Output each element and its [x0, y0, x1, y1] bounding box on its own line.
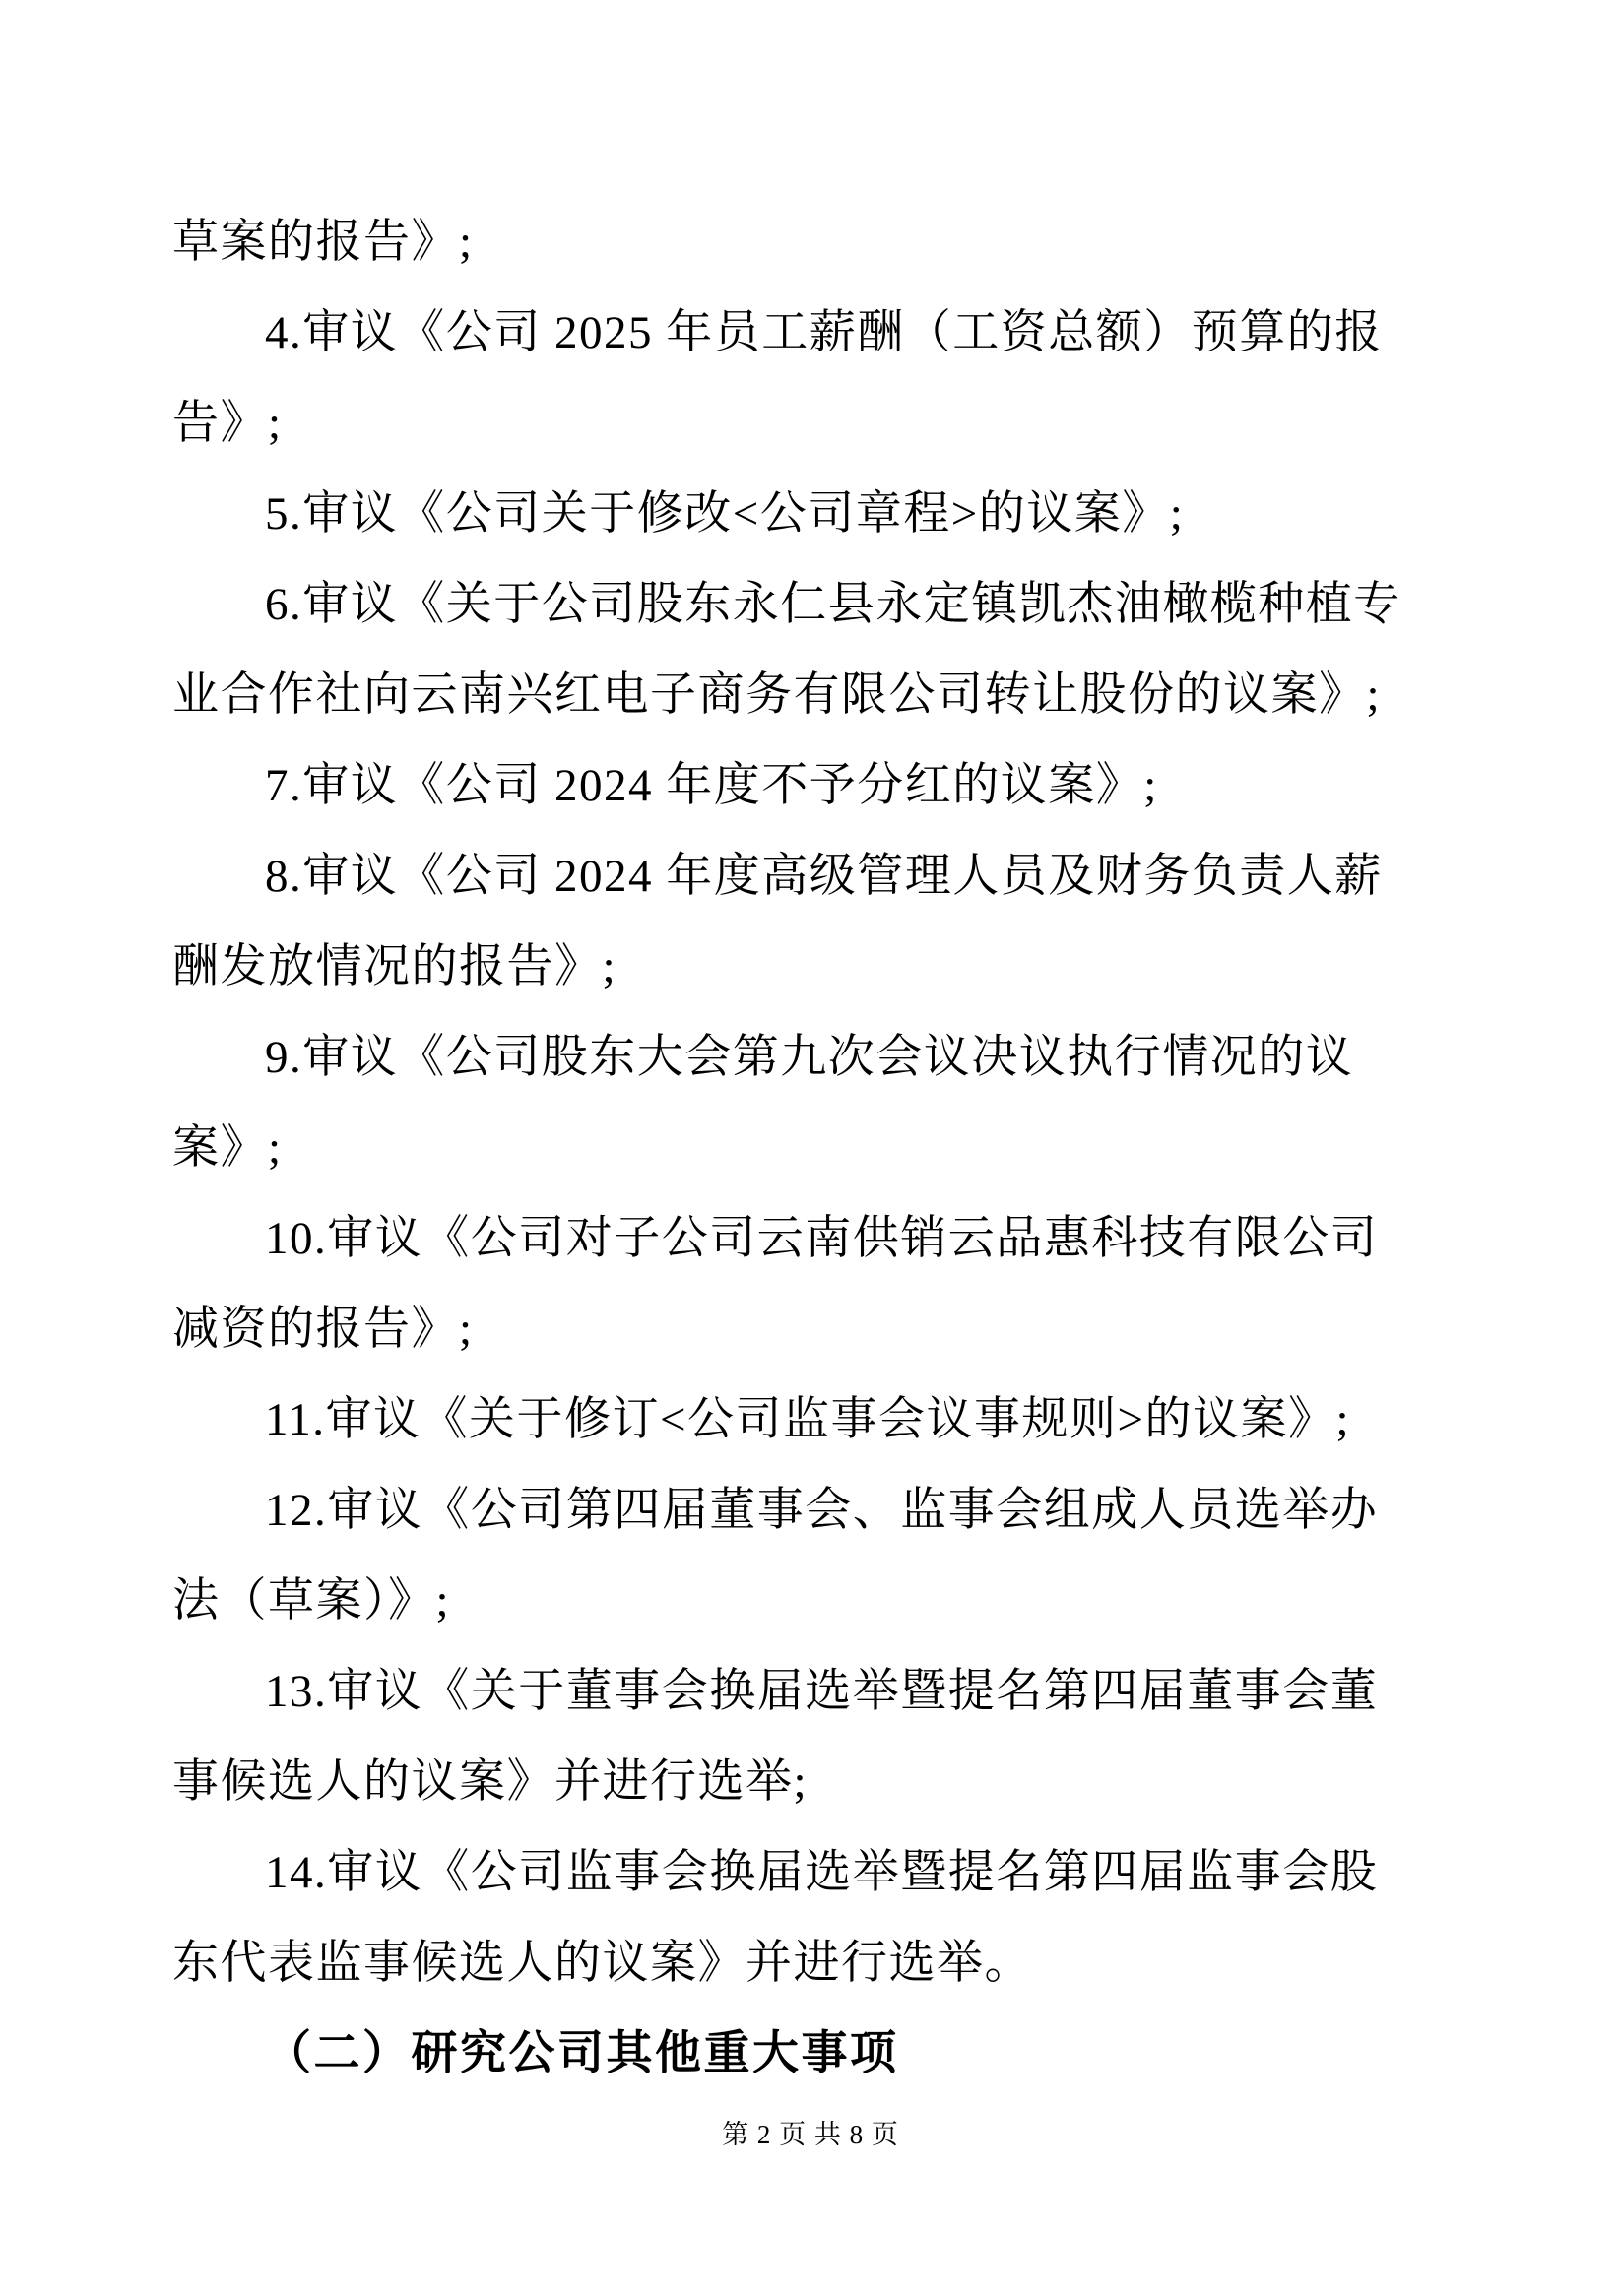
text-line: 告》; — [172, 398, 283, 449]
text-line: 11.审议《关于修订<公司监事会议事规则>的议案》; — [265, 1394, 1351, 1445]
text-line: 6.审议《关于公司股东永仁县永定镇凯杰油橄榄种植专 — [265, 579, 1401, 630]
section-heading-line: （二）研究公司其他重大事项 — [265, 2028, 899, 2079]
text-line: 事候选人的议案》并进行选举; — [172, 1756, 809, 1808]
text-line: 13.审议《关于董事会换届选举暨提名第四届董事会董 — [265, 1666, 1379, 1717]
text-line: 草案的报告》; — [172, 217, 474, 268]
document-body — [172, 197, 1456, 2099]
text-line: 9.审议《公司股东大会第九次会议决议执行情况的议 — [265, 1032, 1354, 1083]
text-line: 酬发放情况的报告》; — [172, 941, 617, 992]
page-footer: 第 2 页 共 8 页 — [722, 2120, 899, 2149]
text-line: 业合作社向云南兴红电子商务有限公司转让股份的议案》; — [172, 670, 1382, 721]
text-line: 5.审议《公司关于修改<公司章程>的议案》; — [265, 488, 1185, 540]
text-line: 减资的报告》; — [172, 1304, 474, 1355]
text-line: 4.审议《公司 2025 年员工薪酬（工资总额）预算的报 — [265, 307, 1383, 358]
text-line: 12.审议《公司第四届董事会、监事会组成人员选举办 — [265, 1485, 1379, 1536]
text-line: 东代表监事候选人的议案》并进行选举。 — [172, 1938, 1032, 1989]
text-line: 14.审议《公司监事会换届选举暨提名第四届监事会股 — [265, 1847, 1379, 1898]
text-line: 法（草案）》; — [172, 1575, 451, 1626]
text-line: 案》; — [172, 1122, 283, 1174]
text-line: 10.审议《公司对子公司云南供销云品惠科技有限公司 — [265, 1213, 1379, 1264]
text-line: 8.审议《公司 2024 年度高级管理人员及财务负责人薪 — [265, 851, 1383, 902]
text-line: 7.审议《公司 2024 年度不予分红的议案》; — [265, 760, 1158, 811]
